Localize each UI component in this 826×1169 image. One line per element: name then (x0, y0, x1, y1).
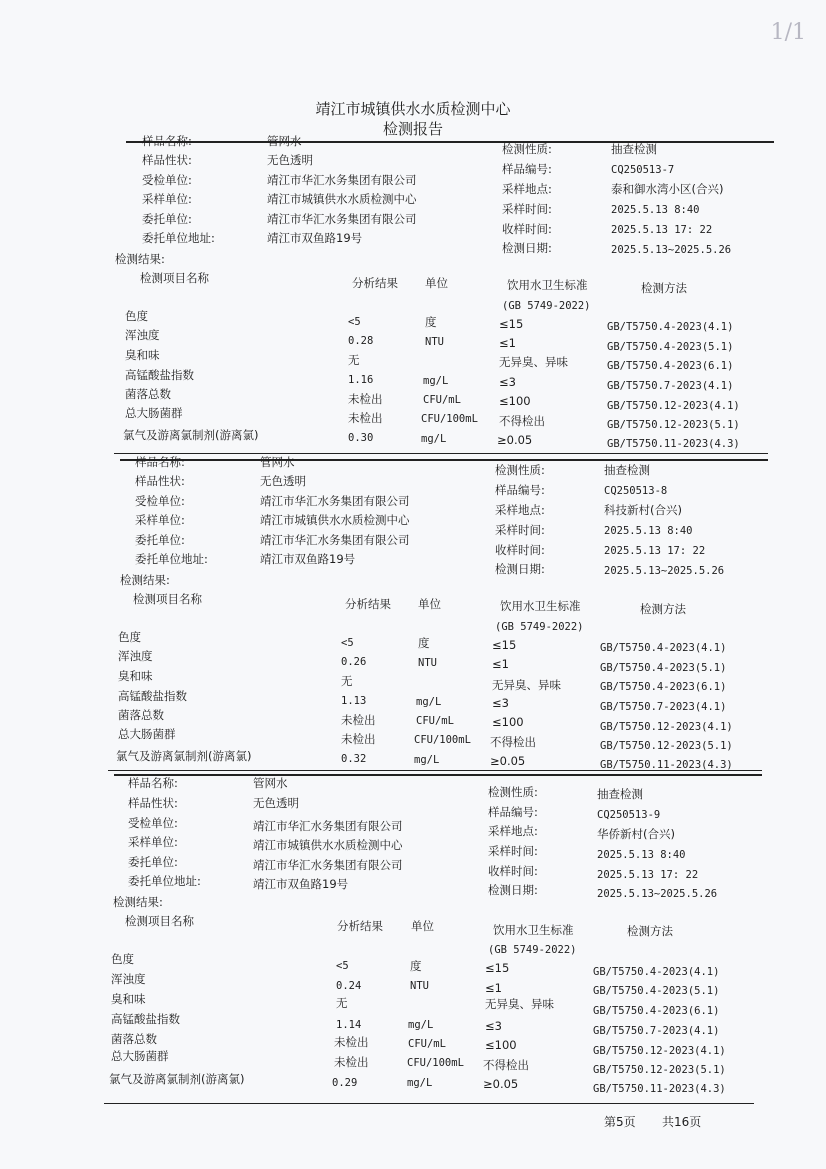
sampling-unit-label: 采样单位: (135, 513, 185, 527)
standard-cell: ≤15 (492, 638, 517, 652)
test-date-label: 检测日期: (495, 562, 545, 576)
receipt-time-value: 2025.5.13 17: 22 (611, 224, 713, 236)
sampling-site-value: 科技新村(合兴) (604, 503, 682, 517)
results-label: 检测结果: (113, 895, 163, 909)
item-cell: 氯气及游离氯制剂(游离氯) (123, 428, 259, 442)
col-standard-subheader: (GB 5749-2022) (495, 621, 584, 633)
sampling-unit-value: 靖江市城镇供水水质检测中心 (260, 513, 410, 527)
item-cell: 高锰酸盐指数 (111, 1012, 180, 1026)
item-cell: 臭和味 (111, 992, 146, 1006)
unit-cell: mg/L (421, 433, 447, 445)
col-method-header: 检测方法 (641, 281, 687, 295)
sample-no-label: 样品编号: (502, 162, 552, 176)
receiving-unit-label: 受检单位: (135, 494, 185, 508)
method-cell: GB/T5750.12-2023(4.1) (593, 1045, 726, 1057)
result-cell: 未检出 (348, 411, 383, 425)
col-unit-header: 单位 (411, 919, 434, 933)
results-label: 检测结果: (120, 573, 170, 587)
item-cell: 氯气及游离氯制剂(游离氯) (109, 1072, 245, 1086)
sample-state-value: 无色透明 (260, 474, 306, 488)
col-method-header: 检测方法 (627, 924, 673, 938)
standard-cell: 不得检出 (499, 414, 545, 428)
receiving-unit-value: 靖江市华汇水务集团有限公司 (253, 819, 403, 833)
sample-no-label: 样品编号: (495, 483, 545, 497)
standard-cell: ≤15 (499, 317, 524, 331)
entrusting-address-label: 委托单位地址: (135, 552, 208, 566)
result-cell: 无 (348, 353, 360, 367)
col-unit-header: 单位 (418, 597, 441, 611)
col-standard-header: 饮用水卫生标准 (507, 278, 588, 292)
standard-cell: ≤100 (499, 394, 531, 408)
report-block (115, 131, 826, 461)
item-cell: 浑浊度 (118, 649, 153, 663)
sampling-unit-value: 靖江市城镇供水水质检测中心 (253, 838, 403, 852)
item-cell: 高锰酸盐指数 (118, 689, 187, 703)
col-method-header: 检测方法 (640, 602, 686, 616)
unit-cell: 度 (418, 636, 430, 650)
item-cell: 氯气及游离氯制剂(游离氯) (116, 749, 252, 763)
page-total: 共16页 (662, 1115, 702, 1129)
unit-cell: mg/L (408, 1019, 434, 1031)
item-cell: 总大肠菌群 (111, 1049, 169, 1063)
entrusting-address-value: 靖江市双鱼路19号 (253, 877, 349, 891)
unit-cell: mg/L (416, 696, 442, 708)
receiving-unit-label: 受检单位: (128, 816, 178, 830)
unit-cell: mg/L (414, 754, 440, 766)
result-cell: 0.26 (341, 656, 367, 668)
test-nature-value: 抽查检测 (597, 787, 643, 801)
col-result-header: 分析结果 (352, 276, 398, 290)
method-cell: GB/T5750.4-2023(6.1) (607, 360, 734, 372)
result-cell: 未检出 (348, 392, 383, 406)
unit-cell: NTU (418, 657, 437, 669)
result-cell: <5 (341, 637, 354, 649)
unit-cell: NTU (410, 980, 429, 992)
unit-cell: CFU/mL (423, 394, 461, 406)
item-cell: 浑浊度 (111, 972, 146, 986)
test-nature-label: 检测性质: (495, 463, 545, 477)
receipt-time-value: 2025.5.13 17: 22 (597, 869, 699, 881)
sampling-time-value: 2025.5.13 8:40 (611, 204, 700, 216)
item-cell: 总大肠菌群 (125, 406, 183, 420)
col-standard-header: 饮用水卫生标准 (493, 923, 574, 937)
sample-state-label: 样品性状: (128, 796, 178, 810)
sampling-site-label: 采样地点: (488, 824, 538, 838)
item-cell: 总大肠菌群 (118, 727, 176, 741)
footer-rule (104, 1103, 754, 1104)
method-cell: GB/T5750.12-2023(5.1) (593, 1064, 726, 1076)
method-cell: GB/T5750.11-2023(4.3) (607, 438, 740, 450)
standard-cell: ≤3 (499, 375, 516, 389)
method-cell: GB/T5750.4-2023(4.1) (600, 642, 727, 654)
test-date-value: 2025.5.13~2025.5.26 (611, 244, 732, 256)
receipt-time-label: 收样时间: (488, 864, 538, 878)
sample-name-value: 管网水 (267, 134, 302, 148)
sampling-time-value: 2025.5.13 8:40 (597, 849, 686, 861)
document-title: 检测报告 (382, 120, 443, 138)
test-nature-value: 抽查检测 (611, 142, 657, 156)
col-standard-header: 饮用水卫生标准 (500, 599, 581, 613)
sampling-time-label: 采样时间: (488, 844, 538, 858)
result-cell: 1.14 (336, 1019, 362, 1031)
unit-cell: NTU (425, 336, 444, 348)
method-cell: GB/T5750.4-2023(4.1) (607, 321, 734, 333)
result-cell: 未检出 (334, 1055, 369, 1069)
results-label: 检测结果: (115, 252, 165, 266)
unit-cell: CFU/mL (416, 715, 454, 727)
standard-cell: 无异臭、异味 (492, 678, 561, 692)
sampling-unit-label: 采样单位: (128, 835, 178, 849)
sample-no-value: CQ250513-9 (597, 809, 661, 821)
method-cell: GB/T5750.12-2023(4.1) (607, 400, 740, 412)
sampling-site-label: 采样地点: (502, 182, 552, 196)
col-unit-header: 单位 (425, 276, 448, 290)
method-cell: GB/T5750.12-2023(4.1) (600, 721, 733, 733)
item-cell: 菌落总数 (118, 708, 164, 722)
entrusting-address-label: 委托单位地址: (142, 231, 215, 245)
method-cell: GB/T5750.4-2023(5.1) (600, 662, 727, 674)
result-cell: <5 (336, 960, 349, 972)
result-cell: 未检出 (341, 732, 376, 746)
receiving-unit-value: 靖江市华汇水务集团有限公司 (267, 173, 417, 187)
result-cell: 无 (336, 996, 348, 1010)
method-cell: GB/T5750.4-2023(6.1) (593, 1005, 720, 1017)
result-cell: 1.13 (341, 695, 367, 707)
entrusting-address-value: 靖江市双鱼路19号 (267, 231, 363, 245)
col-standard-subheader: (GB 5749-2022) (488, 944, 577, 956)
standard-cell: 无异臭、异味 (485, 997, 554, 1011)
result-cell: 0.28 (348, 335, 374, 347)
method-cell: GB/T5750.4-2023(4.1) (593, 966, 720, 978)
sample-no-value: CQ250513-7 (611, 164, 675, 176)
standard-cell: ≤1 (499, 336, 516, 350)
result-cell: 0.24 (336, 980, 362, 992)
sample-name-value: 管网水 (260, 455, 295, 469)
test-date-label: 检测日期: (502, 241, 552, 255)
standard-cell: ≥0.05 (497, 433, 533, 447)
sampling-site-value: 泰和御水湾小区(合兴) (611, 182, 724, 196)
unit-cell: CFU/100mL (407, 1057, 464, 1069)
standard-cell: ≤3 (485, 1019, 502, 1033)
standard-cell: 不得检出 (490, 735, 536, 749)
item-cell: 臭和味 (125, 348, 160, 362)
item-cell: 色度 (111, 952, 134, 966)
unit-cell: mg/L (423, 375, 449, 387)
handwritten-page-mark: 1/1 (770, 20, 806, 45)
result-cell: 无 (341, 674, 353, 688)
sample-name-label: 样品名称: (128, 776, 178, 790)
result-cell: 0.32 (341, 753, 367, 765)
result-cell: 0.29 (332, 1077, 358, 1089)
sample-name-label: 样品名称: (142, 134, 192, 148)
test-date-value: 2025.5.13~2025.5.26 (604, 565, 725, 577)
col-standard-subheader: (GB 5749-2022) (502, 300, 591, 312)
unit-cell: 度 (425, 315, 437, 329)
method-cell: GB/T5750.11-2023(4.3) (593, 1083, 726, 1095)
col-item-header: 检测项目名称 (125, 914, 194, 928)
col-result-header: 分析结果 (345, 597, 391, 611)
entrusting-unit-value: 靖江市华汇水务集团有限公司 (253, 858, 403, 872)
sampling-unit-value: 靖江市城镇供水水质检测中心 (267, 192, 417, 206)
unit-cell: CFU/100mL (414, 734, 471, 746)
standard-cell: ≤1 (485, 981, 502, 995)
result-cell: 0.30 (348, 432, 374, 444)
test-nature-label: 检测性质: (502, 142, 552, 156)
sampling-time-label: 采样时间: (502, 202, 552, 216)
col-item-header: 检测项目名称 (133, 592, 202, 606)
page-number: 第5页 (604, 1115, 636, 1129)
sampling-time-label: 采样时间: (495, 523, 545, 537)
receipt-time-value: 2025.5.13 17: 22 (604, 545, 706, 557)
sample-no-value: CQ250513-8 (604, 485, 668, 497)
sampling-unit-label: 采样单位: (142, 192, 192, 206)
standard-cell: ≤100 (492, 715, 524, 729)
unit-cell: 度 (410, 959, 422, 973)
sample-name-label: 样品名称: (135, 455, 185, 469)
standard-cell: 无异臭、异味 (499, 355, 568, 369)
result-cell: 1.16 (348, 374, 374, 386)
receiving-unit-label: 受检单位: (142, 173, 192, 187)
sample-name-value: 管网水 (253, 776, 288, 790)
standard-cell: ≥0.05 (490, 754, 526, 768)
report-block (108, 452, 826, 782)
method-cell: GB/T5750.7-2023(4.1) (607, 380, 734, 392)
col-item-header: 检测项目名称 (140, 271, 209, 285)
receiving-unit-value: 靖江市华汇水务集团有限公司 (260, 494, 410, 508)
receipt-time-label: 收样时间: (502, 222, 552, 236)
entrusting-unit-label: 委托单位: (128, 855, 178, 869)
method-cell: GB/T5750.4-2023(5.1) (593, 985, 720, 997)
sample-state-label: 样品性状: (142, 153, 192, 167)
organization-title: 靖江市城镇供水水质检测中心 (315, 100, 511, 118)
test-nature-label: 检测性质: (488, 785, 538, 799)
col-result-header: 分析结果 (337, 919, 383, 933)
item-cell: 浑浊度 (125, 328, 160, 342)
method-cell: GB/T5750.4-2023(5.1) (607, 341, 734, 353)
method-cell: GB/T5750.4-2023(6.1) (600, 681, 727, 693)
result-cell: 未检出 (341, 713, 376, 727)
entrusting-address-label: 委托单位地址: (128, 874, 201, 888)
entrusting-unit-value: 靖江市华汇水务集团有限公司 (260, 533, 410, 547)
method-cell: GB/T5750.7-2023(4.1) (593, 1025, 720, 1037)
entrusting-unit-label: 委托单位: (142, 212, 192, 226)
test-date-label: 检测日期: (488, 883, 538, 897)
standard-cell: 不得检出 (483, 1058, 529, 1072)
sample-no-label: 样品编号: (488, 805, 538, 819)
standard-cell: ≤1 (492, 657, 509, 671)
sample-state-label: 样品性状: (135, 474, 185, 488)
sampling-time-value: 2025.5.13 8:40 (604, 525, 693, 537)
test-date-value: 2025.5.13~2025.5.26 (597, 888, 718, 900)
entrusting-unit-value: 靖江市华汇水务集团有限公司 (267, 212, 417, 226)
unit-cell: mg/L (407, 1077, 433, 1089)
method-cell: GB/T5750.7-2023(4.1) (600, 701, 727, 713)
item-cell: 色度 (125, 309, 148, 323)
standard-cell: ≥0.05 (483, 1077, 519, 1091)
test-nature-value: 抽查检测 (604, 463, 650, 477)
item-cell: 臭和味 (118, 669, 153, 683)
entrusting-unit-label: 委托单位: (135, 533, 185, 547)
result-cell: 未检出 (334, 1035, 369, 1049)
standard-cell: ≤100 (485, 1038, 517, 1052)
unit-cell: CFU/100mL (421, 413, 478, 425)
sampling-site-label: 采样地点: (495, 503, 545, 517)
entrusting-address-value: 靖江市双鱼路19号 (260, 552, 356, 566)
item-cell: 菌落总数 (125, 387, 171, 401)
report-block (101, 771, 821, 1101)
result-cell: <5 (348, 316, 361, 328)
sample-state-value: 无色透明 (253, 796, 299, 810)
method-cell: GB/T5750.12-2023(5.1) (607, 419, 740, 431)
receipt-time-label: 收样时间: (495, 543, 545, 557)
item-cell: 高锰酸盐指数 (125, 368, 194, 382)
item-cell: 菌落总数 (111, 1032, 157, 1046)
unit-cell: CFU/mL (408, 1038, 446, 1050)
standard-cell: ≤15 (485, 961, 510, 975)
method-cell: GB/T5750.12-2023(5.1) (600, 740, 733, 752)
sampling-site-value: 华侨新村(合兴) (597, 827, 675, 841)
item-cell: 色度 (118, 630, 141, 644)
sample-state-value: 无色透明 (267, 153, 313, 167)
method-cell: GB/T5750.11-2023(4.3) (600, 759, 733, 771)
standard-cell: ≤3 (492, 696, 509, 710)
